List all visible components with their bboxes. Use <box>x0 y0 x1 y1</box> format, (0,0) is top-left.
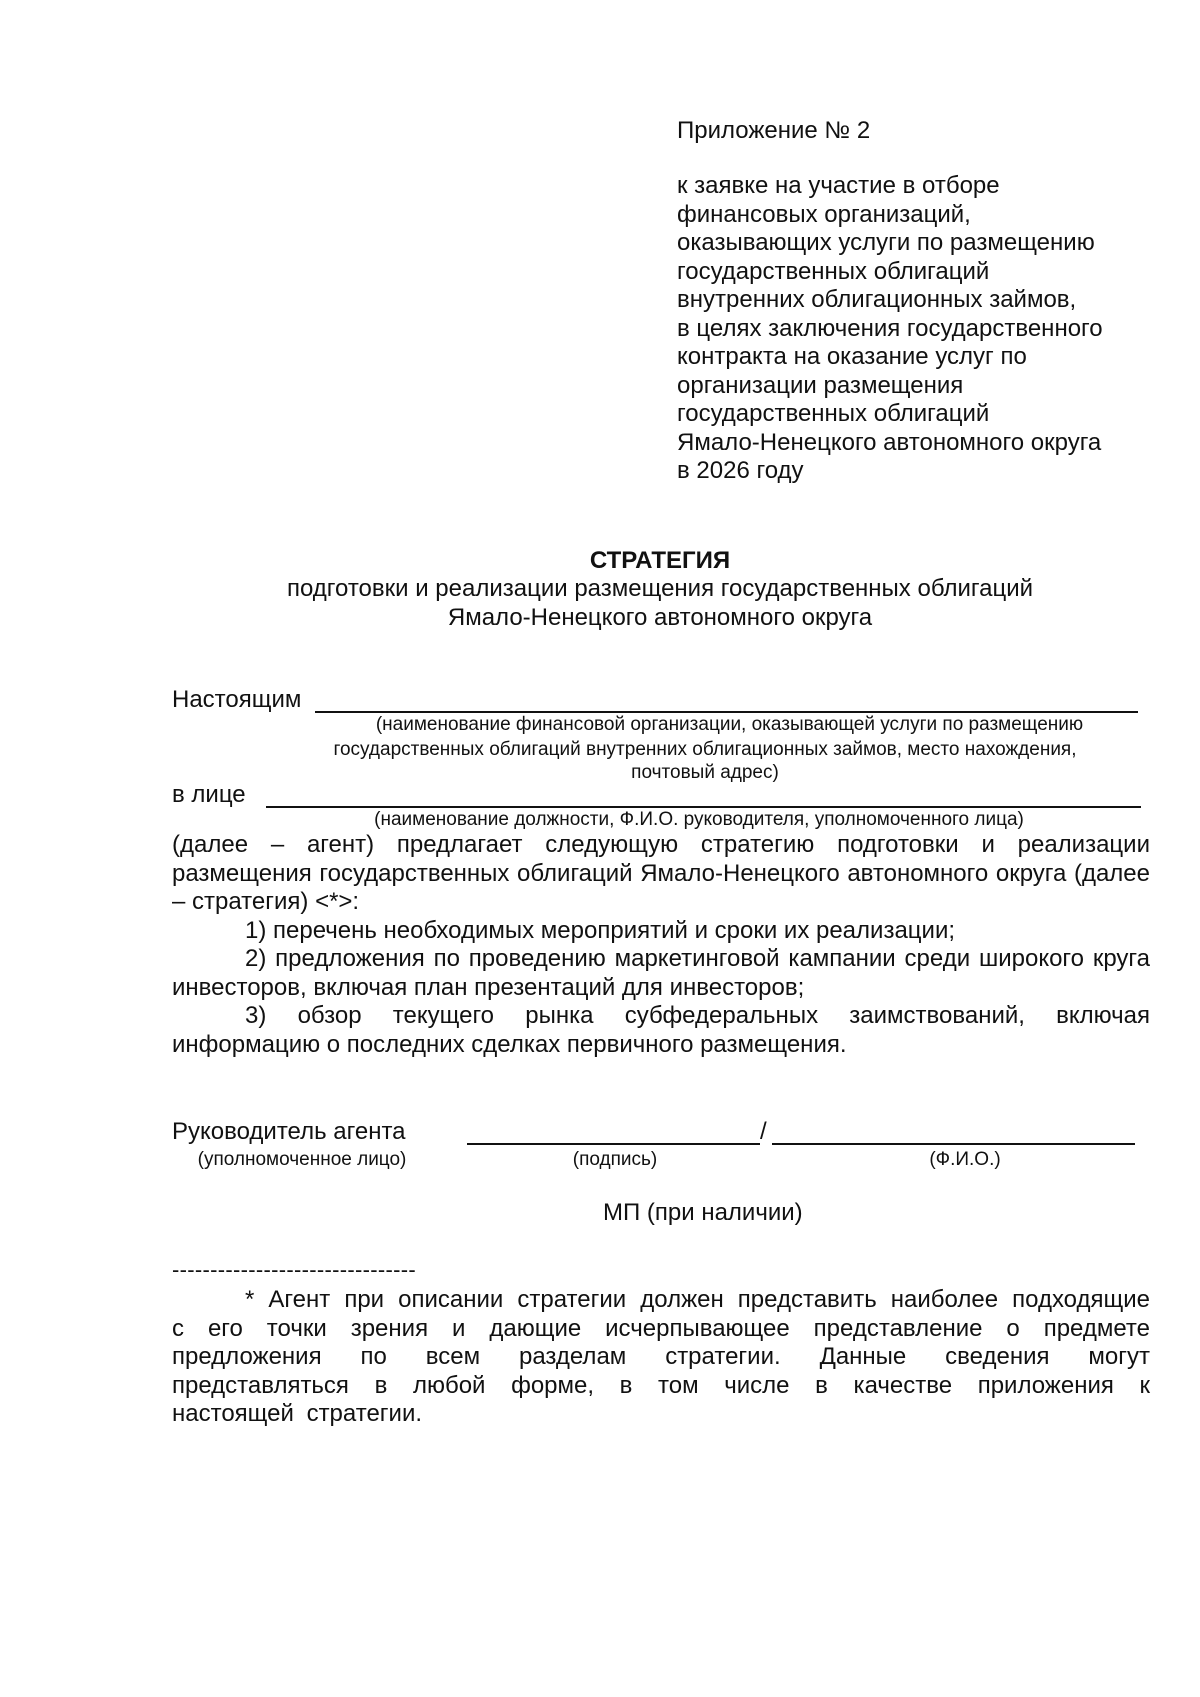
intro-paragraph: (далее – агент) предлагает следующую стратегию подготовки и реализации размещения государственных облигаций Ямало-Ненецкого автономного округа (далее – стратегия) <*>: <box>172 831 1150 915</box>
organization-name-field[interactable] <box>315 711 1138 713</box>
organization-caption-line: почтовый адрес) <box>631 762 779 783</box>
appendix-line: государственных облигаций <box>677 257 990 285</box>
full-name-field[interactable] <box>772 1143 1135 1145</box>
appendix-line: организации размещения <box>677 371 964 399</box>
appendix-line: государственных облигаций <box>677 400 990 427</box>
appendix-line: в целях заключения государственного <box>677 314 1103 342</box>
strategy-body <box>172 831 1150 1059</box>
signature-slash: / <box>760 1118 767 1145</box>
representative-field[interactable] <box>266 806 1141 808</box>
appendix-line: оказывающих услуги по размещению <box>677 229 1095 256</box>
footnote-text: * Агент при описании стратегии должен представить наиболее подходящие с его точки зрения и дающие исчерпывающее представление о предмете предложения по всем разделам стратегии. Данные сведения могут представляться в любой форме, в том числе в качестве приложения к настоящей стратегии. <box>172 1286 1150 1427</box>
footnote-separator: -------------------------------- <box>172 1257 417 1282</box>
list-item: 1) перечень необходимых мероприятий и сроки их реализации; <box>245 916 956 944</box>
organization-caption-line: (наименование финансовой организации, оказывающей услуги по размещению <box>375 714 1084 735</box>
signature-field[interactable] <box>467 1143 760 1145</box>
appendix-line: внутренних облигационных займов, <box>677 286 1077 313</box>
head-caption: (уполномоченное лицо) <box>197 1149 407 1170</box>
representative-caption: (наименование должности, Ф.И.О. руководителя, уполномоченного лица) <box>374 809 1024 830</box>
list-item: 3) обзор текущего рынка субфедеральных заимствований, включая информацию о последних сделках первичного размещения. <box>172 1002 1150 1058</box>
full-name-caption: (Ф.И.О.) <box>929 1149 1001 1170</box>
appendix-line: Ямало-Ненецкого автономного округа <box>677 428 1102 456</box>
appendix-description <box>677 172 1197 486</box>
organization-caption-line: государственных облигаций внутренних облигационных займов, место нахождения, <box>333 739 1077 760</box>
subtitle-line: подготовки и реализации размещения государственных облигаций <box>286 575 1034 602</box>
document-subtitle <box>0 574 1200 632</box>
appendix-title: Приложение № 2 <box>677 117 871 144</box>
document-title: СТРАТЕГИЯ <box>589 547 731 574</box>
appendix-line: к заявке на участие в отборе <box>677 172 1000 199</box>
head-label: Руководитель агента <box>172 1118 406 1145</box>
nastoyashchim-label: Настоящим <box>172 686 302 713</box>
stamp-note: МП (при наличии) <box>603 1199 803 1226</box>
appendix-line: контракта на оказание услуг по <box>677 343 1027 370</box>
subtitle-line: Ямало-Ненецкого автономного округа <box>447 604 873 631</box>
appendix-line: в 2026 году <box>677 457 804 484</box>
appendix-line: финансовых организаций, <box>677 200 971 228</box>
v-litse-label: в лице <box>172 781 246 808</box>
list-item: 2) предложения по проведению маркетинговой кампании среди широкого круга инвесторов, включая план презентаций для инвесторов; <box>172 945 1150 1001</box>
signature-caption: (подпись) <box>572 1149 658 1170</box>
